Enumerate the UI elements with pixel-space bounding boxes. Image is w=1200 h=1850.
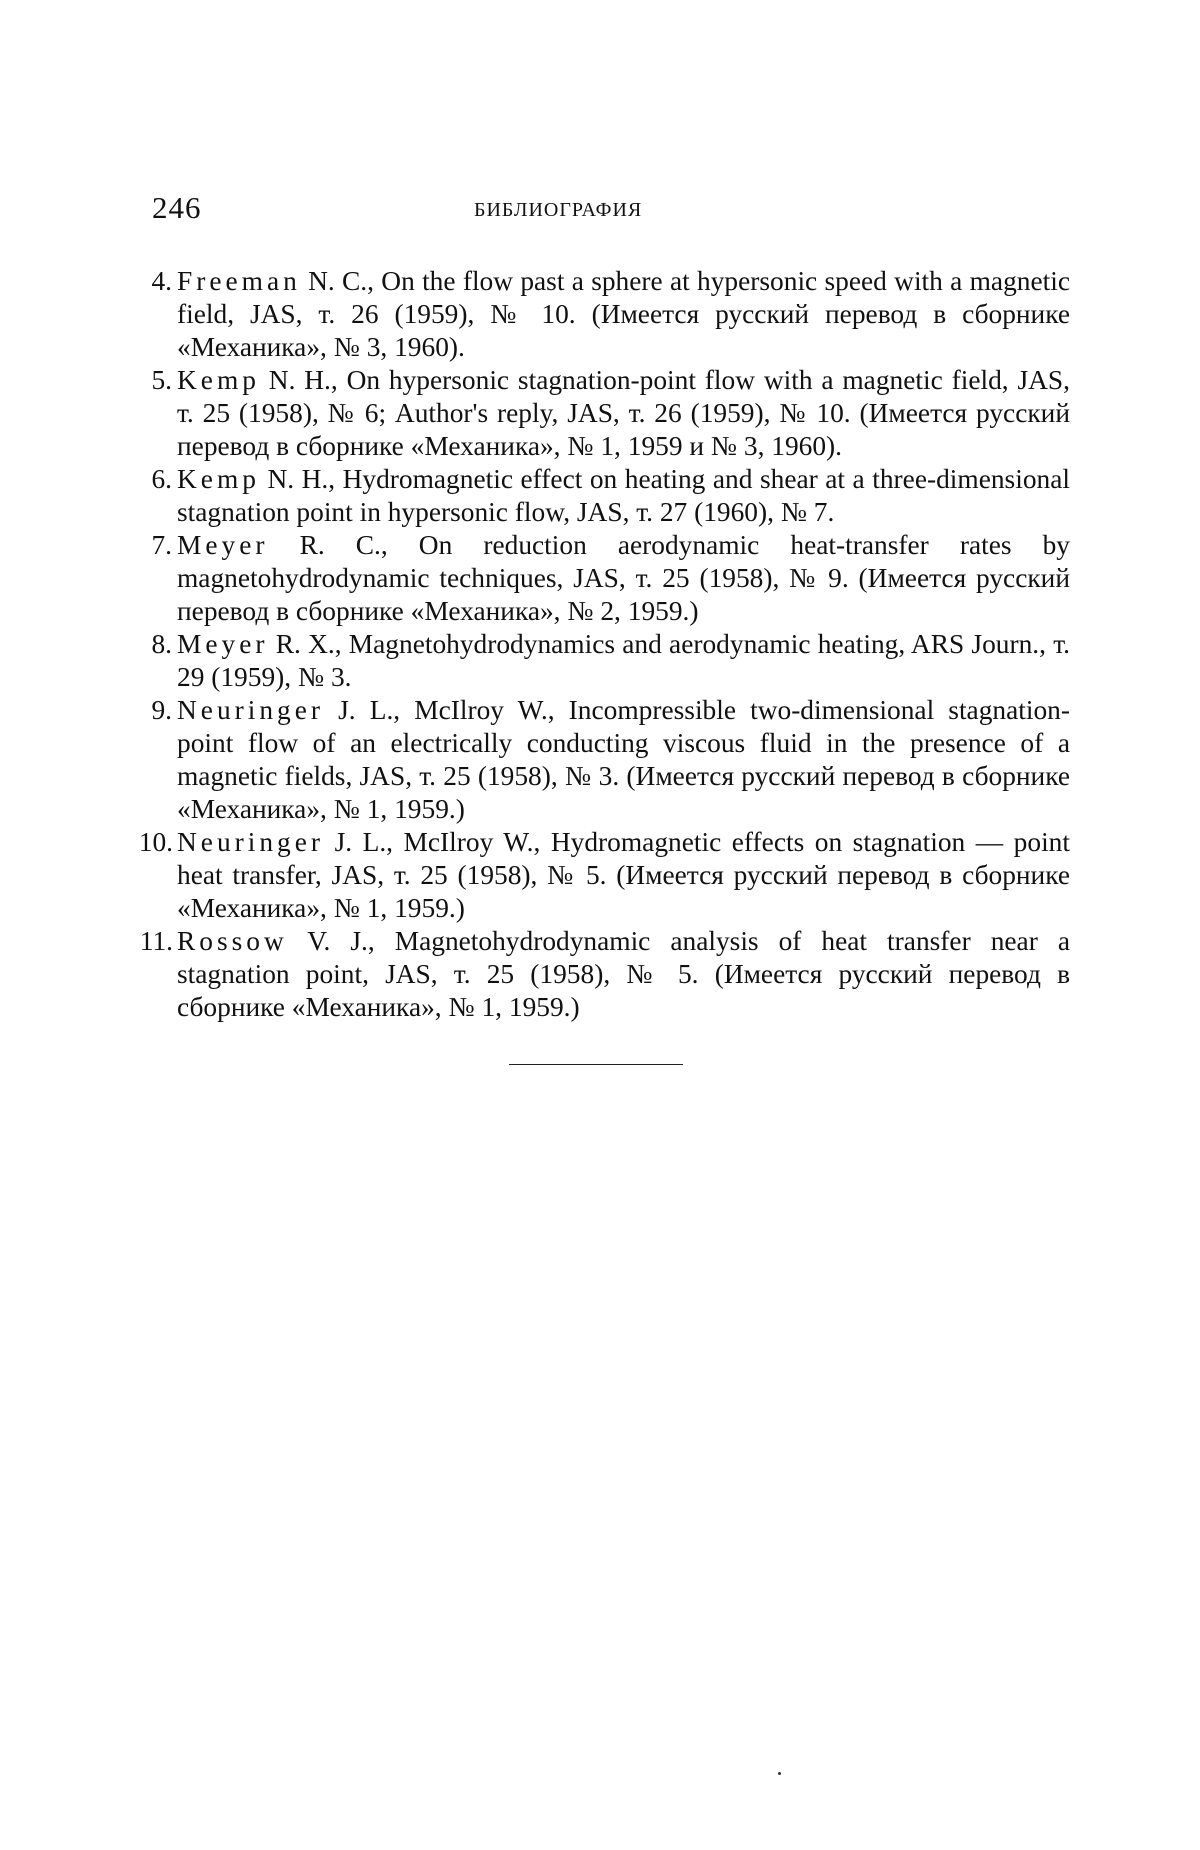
scan-speck bbox=[778, 1772, 781, 1775]
reference-list bbox=[138, 265, 1070, 1024]
reference-author: Kemp bbox=[177, 464, 260, 494]
reference-item bbox=[152, 529, 1070, 628]
reference-number: 11. bbox=[139, 926, 173, 956]
running-head: БИБЛИОГРАФИЯ bbox=[474, 199, 643, 221]
reference-author: Rossow bbox=[177, 926, 288, 956]
end-rule bbox=[509, 1064, 683, 1065]
reference-author: Meyer bbox=[177, 530, 269, 560]
reference-item bbox=[152, 694, 1070, 826]
reference-number: 6. bbox=[151, 464, 172, 494]
reference-text: R. X., Magnetohydrodynamics and aerodynamic heating, ARS Journ., т. 29 (1959), № 3. bbox=[177, 629, 1070, 692]
reference-number: 9. bbox=[151, 695, 172, 725]
reference-number: 8. bbox=[151, 629, 172, 659]
reference-item bbox=[152, 628, 1070, 694]
reference-item bbox=[152, 463, 1070, 529]
reference-number: 4. bbox=[151, 266, 172, 296]
reference-author: Freeman bbox=[177, 266, 301, 296]
reference-author: Meyer bbox=[177, 629, 269, 659]
reference-author: Neuringer bbox=[177, 827, 325, 857]
reference-author: Kemp bbox=[177, 365, 260, 395]
reference-author: Neuringer bbox=[177, 695, 325, 725]
reference-number: 7. bbox=[151, 530, 172, 560]
reference-text: N. H., On hypersonic stagnation-point flow with a magnetic field, JAS, т. 25 (1958), № 6; Author's reply, JAS, т. 26 (1959), № 10. (Имеется русский перевод в сборнике «Механика», № 1, 1959 и № 3, 1960). bbox=[177, 365, 1070, 461]
reference-number: 5. bbox=[151, 365, 172, 395]
reference-text: V. J., Magnetohydrodynamic analysis of heat transfer near a stagnation point, JAS, т. 25 (1958), № 5. (Имеется русский перевод в сборнике «Механика», № 1, 1959.) bbox=[177, 926, 1070, 1022]
reference-item bbox=[139, 925, 1070, 1024]
reference-text: J. L., McIlroy W., Hydromagnetic effects on stagnation — point heat transfer, JAS, т. 25 (1958), № 5. (Имеется русский перевод в сборнике «Механика», № 1, 1959.) bbox=[177, 827, 1070, 923]
reference-text: N. C., On the flow past a sphere at hypersonic speed with a magnetic field, JAS, т. 26 (1959), № 10. (Имеется русский перевод в сборнике «Механика», № 3, 1960). bbox=[177, 266, 1070, 362]
page-number: 246 bbox=[152, 190, 202, 225]
reference-number: 10. bbox=[138, 827, 173, 857]
reference-item bbox=[152, 265, 1070, 364]
reference-text: J. L., McIlroy W., Incompressible two-dimensional stagnation-point flow of an electrically conducting viscous fluid in the presence of a magnetic fields, JAS, т. 25 (1958), № 3. (Имеется русский перевод в сборнике «Механика», № 1, 1959.) bbox=[177, 695, 1070, 824]
reference-item bbox=[152, 364, 1070, 463]
reference-text: R. C., On reduction aerodynamic heat-transfer rates by magnetohydrodynamic techniques, JAS, т. 25 (1958), № 9. (Имеется русский перевод в сборнике «Механика», № 2, 1959.) bbox=[177, 530, 1070, 626]
reference-item bbox=[138, 826, 1070, 925]
reference-text: N. H., Hydromagnetic effect on heating and shear at a three-dimensional stagnation point in hypersonic flow, JAS, т. 27 (1960), № 7. bbox=[177, 464, 1070, 527]
